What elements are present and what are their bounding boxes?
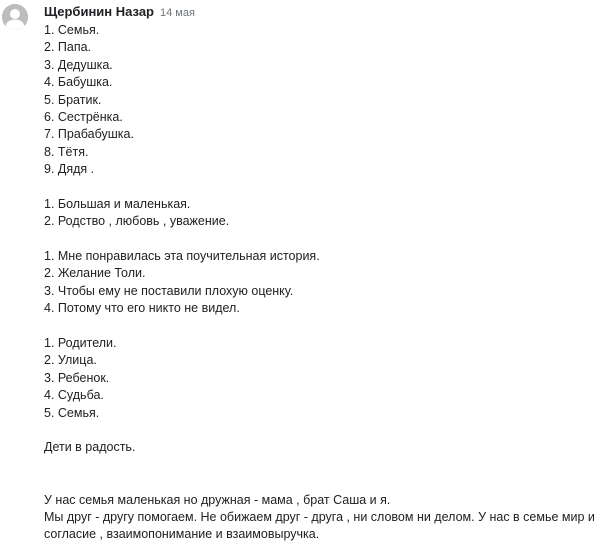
blank-line xyxy=(44,318,600,335)
comment-line: У нас семья маленькая но дружная - мама , брат Саша и я. xyxy=(44,492,391,507)
blank-line xyxy=(44,179,600,196)
comment-header xyxy=(44,3,195,21)
comment-line: 4. Судьба. xyxy=(44,388,104,403)
blank-line xyxy=(44,457,600,474)
comment-line: 6. Сестрёнка. xyxy=(44,109,123,124)
avatar[interactable] xyxy=(2,4,28,30)
comment-line: 3. Ребенок. xyxy=(44,370,110,385)
blank-line xyxy=(44,474,600,491)
comment-line: 9. Дядя . xyxy=(44,162,95,177)
comment-line: 3. Дедушка. xyxy=(44,57,113,72)
blank-line xyxy=(44,422,600,439)
comment-line: 8. Тётя. xyxy=(44,144,89,159)
comment-line: 4. Бабушка. xyxy=(44,75,113,90)
comment-line: 7. Прабабушка. xyxy=(44,127,134,142)
comment-line: 4. Потому что его никто не видел. xyxy=(44,301,240,316)
author-name[interactable]: Щербинин Назар xyxy=(44,4,154,19)
comment-line: 2. Улица. xyxy=(44,353,97,368)
comment-line: 1. Родители. xyxy=(44,336,117,351)
comment-line: 1. Мне понравилась эта поучительная история. xyxy=(44,249,320,264)
comment-date: 14 мая xyxy=(160,7,195,19)
user-silhouette-icon xyxy=(2,4,28,30)
comment-line: Дети в радость. xyxy=(44,440,136,455)
comment-line: 2. Родство , любовь , уважение. xyxy=(44,214,230,229)
comment-line: 5. Семья. xyxy=(44,405,100,420)
comment-line: 3. Чтобы ему не поставили плохую оценку. xyxy=(44,283,294,298)
comment-paragraph: Мы друг - другу помогаем. Не обижаем друг - друга , ни словом ни делом. У нас в семье мир и согласие , взаимопонимание и взаимовыручка. xyxy=(44,509,595,542)
comment-line: 2. Желание Толи. xyxy=(44,266,146,281)
comment-line: 5. Братик. xyxy=(44,92,102,107)
comment-body xyxy=(44,22,600,544)
comment-line: 1. Большая и маленькая. xyxy=(44,196,191,211)
blank-line xyxy=(44,231,600,248)
comment-line: 1. Семья. xyxy=(44,23,100,37)
comment-line: 2. Папа. xyxy=(44,40,92,55)
